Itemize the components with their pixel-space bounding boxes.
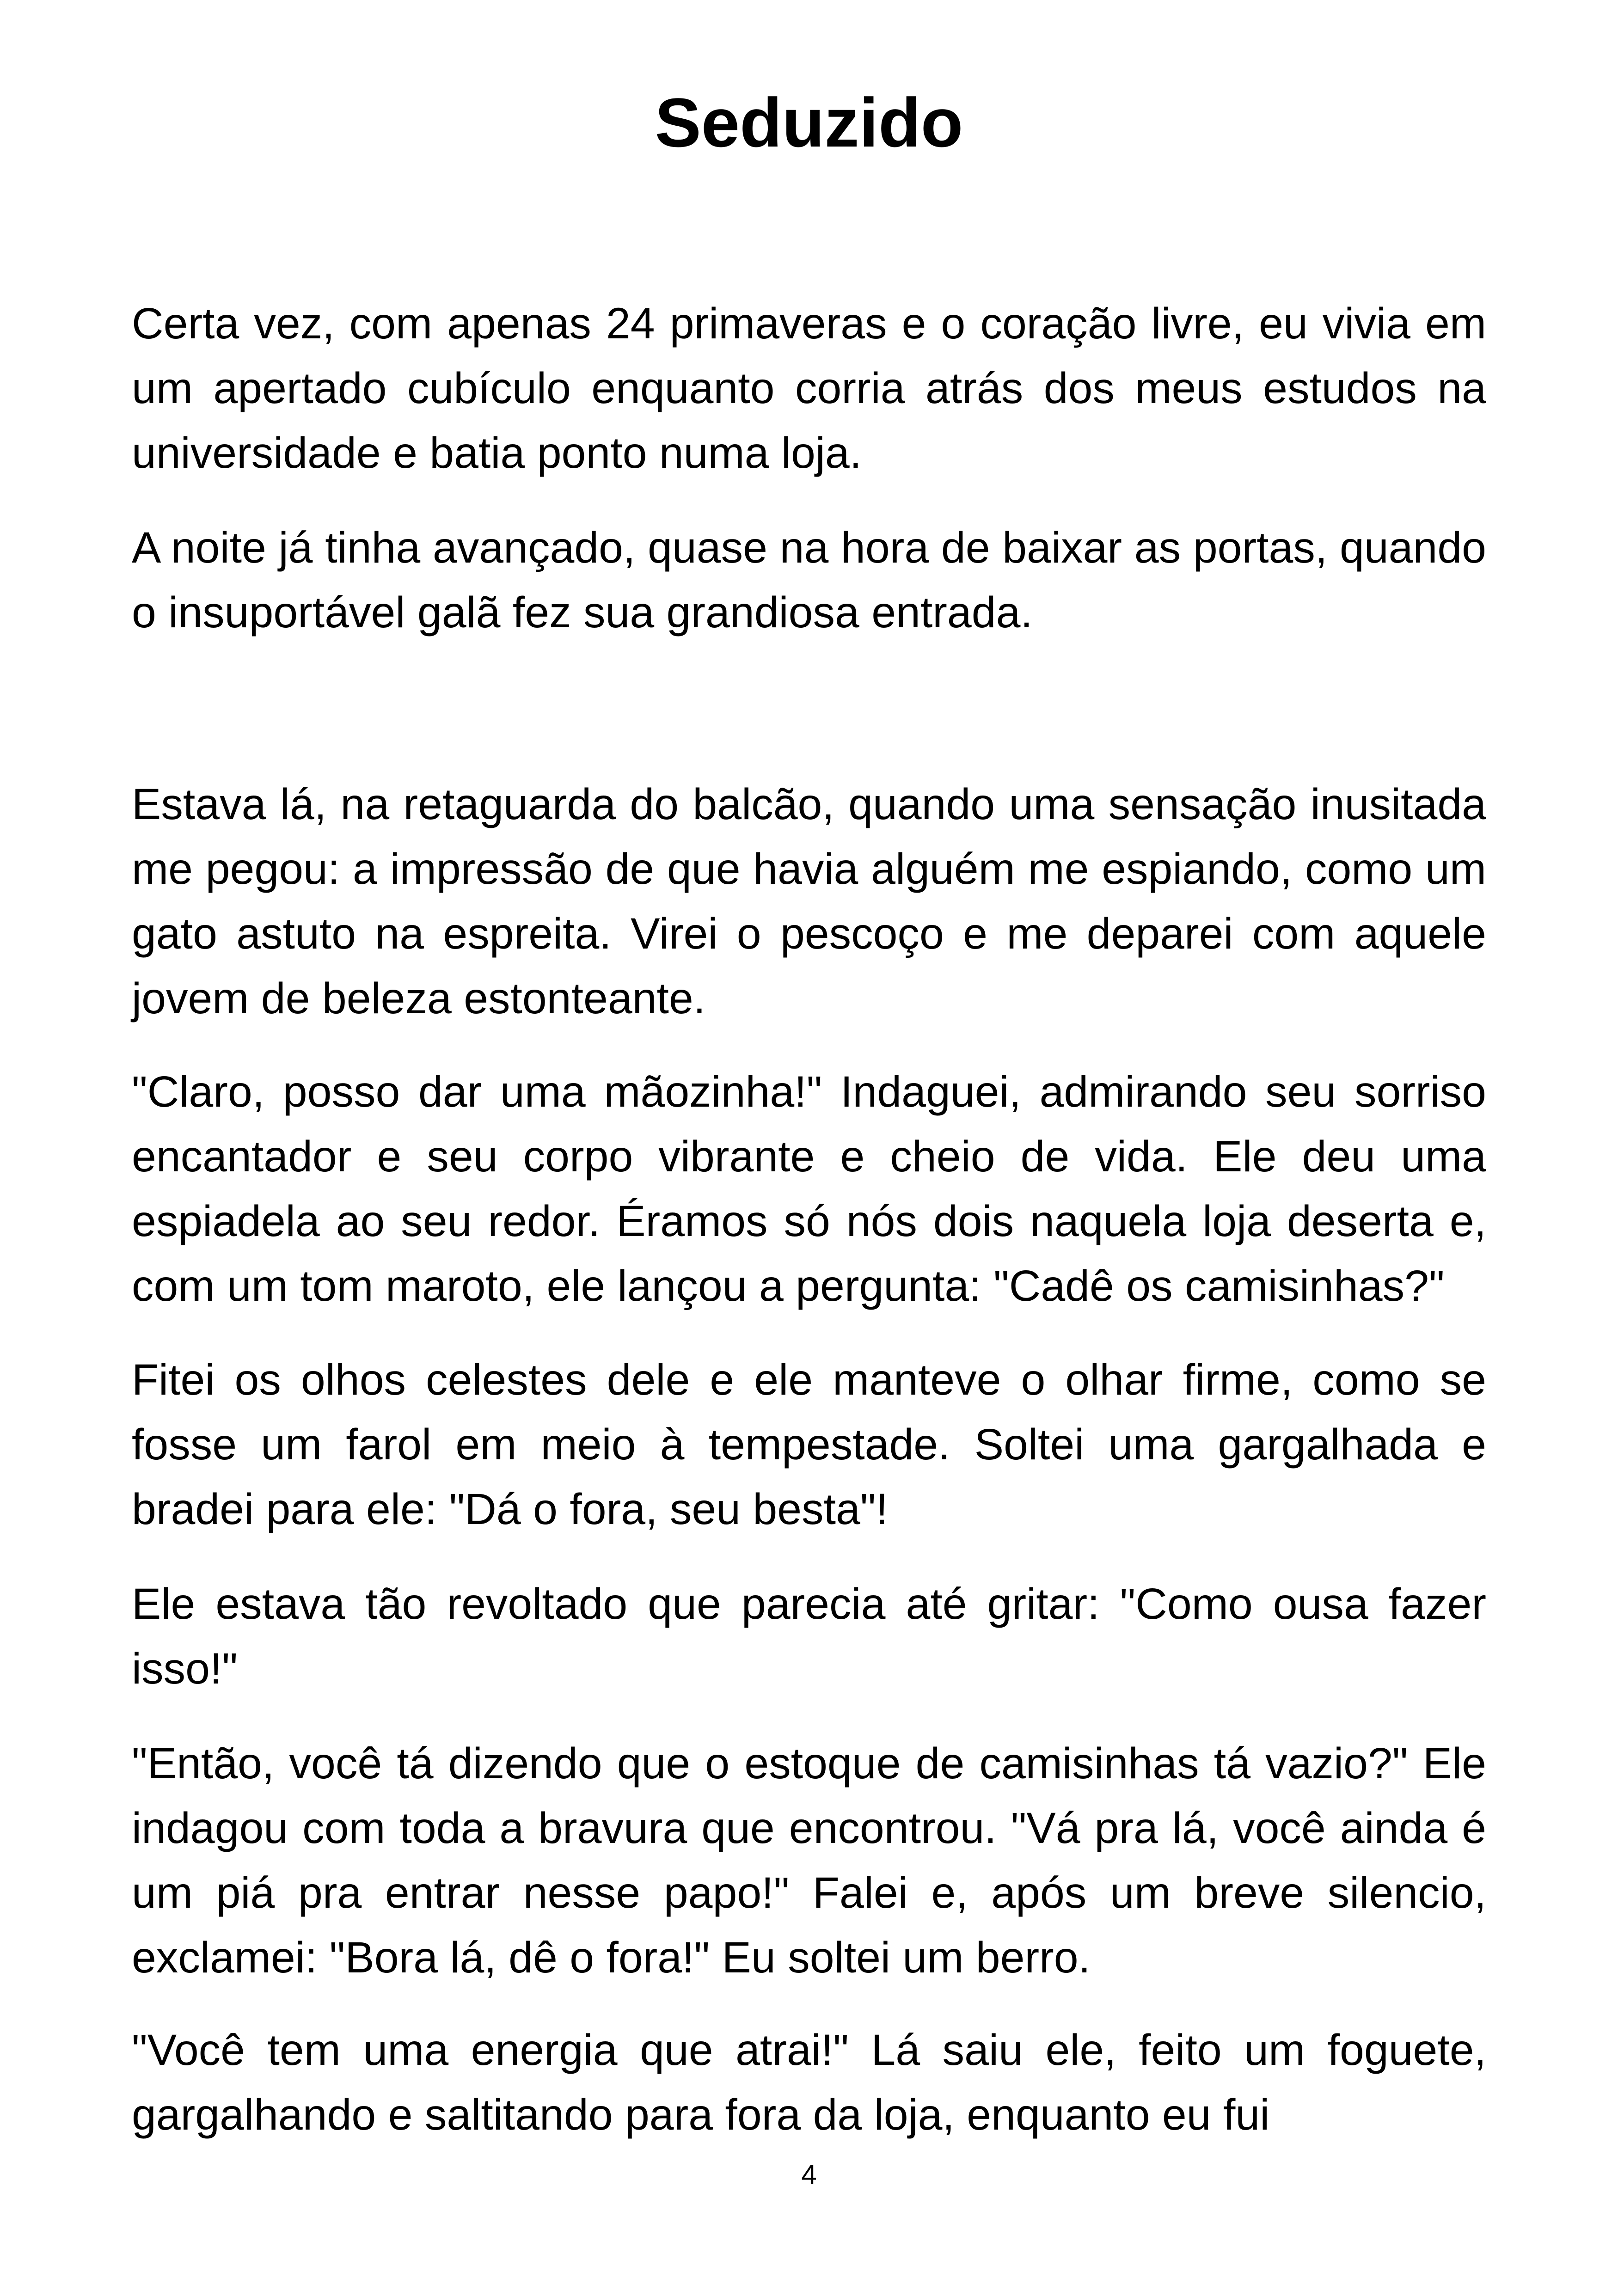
paragraph-3: Estava lá, na retaguarda do balcão, quando uma sensação inusitada me pegou: a impressão de que havia alguém me espiando, como um gato astuto na espreita. Virei o pescoço e me deparei com aquele jovem de beleza estonteante. (132, 780, 1486, 1023)
paragraph-1: Certa vez, com apenas 24 primaveras e o coração livre, eu vivia em um apertado cubículo enquanto corria atrás dos meus estudos na universidade e batia ponto numa loja. (132, 299, 1486, 478)
paragraph-5: Fitei os olhos celestes dele e ele manteve o olhar firme, como se fosse um farol em meio à tempestade. Soltei uma gargalhada e bradei para ele: "Dá o fora, seu besta"! (132, 1355, 1486, 1534)
paragraph-8: "Você tem uma energia que atrai!" Lá saiu ele, feito um foguete, gargalhando e saltitando para fora da loja, enquanto eu fui (132, 2026, 1486, 2139)
paragraph-7: "Então, você tá dizendo que o estoque de camisinhas tá vazio?" Ele indagou com toda a bravura que encontrou. "Vá pra lá, você ainda é um piá pra entrar nesse papo!" Falei e, após um breve silencio, exclamei: "Bora lá, dê o fora!" Eu soltei um berro. (132, 1739, 1486, 1982)
page-number: 4 (801, 2159, 817, 2190)
page-title: Seduzido (655, 84, 963, 161)
paragraph-4: "Claro, posso dar uma mãozinha!" Indaguei, admirando seu sorriso encantador e seu corpo vibrante e cheio de vida. Ele deu uma espiadela ao seu redor. Éramos só nós dois naquela loja deserta e, com um tom maroto, ele lançou a pergunta: "Cadê os camisinhas?" (132, 1067, 1486, 1310)
paragraph-6: Ele estava tão revoltado que parecia até gritar: "Como ousa fazer isso!" (132, 1580, 1486, 1693)
paragraph-2: A noite já tinha avançado, quase na hora de baixar as portas, quando o insuportável galã fez sua grandiosa entrada. (132, 523, 1486, 637)
